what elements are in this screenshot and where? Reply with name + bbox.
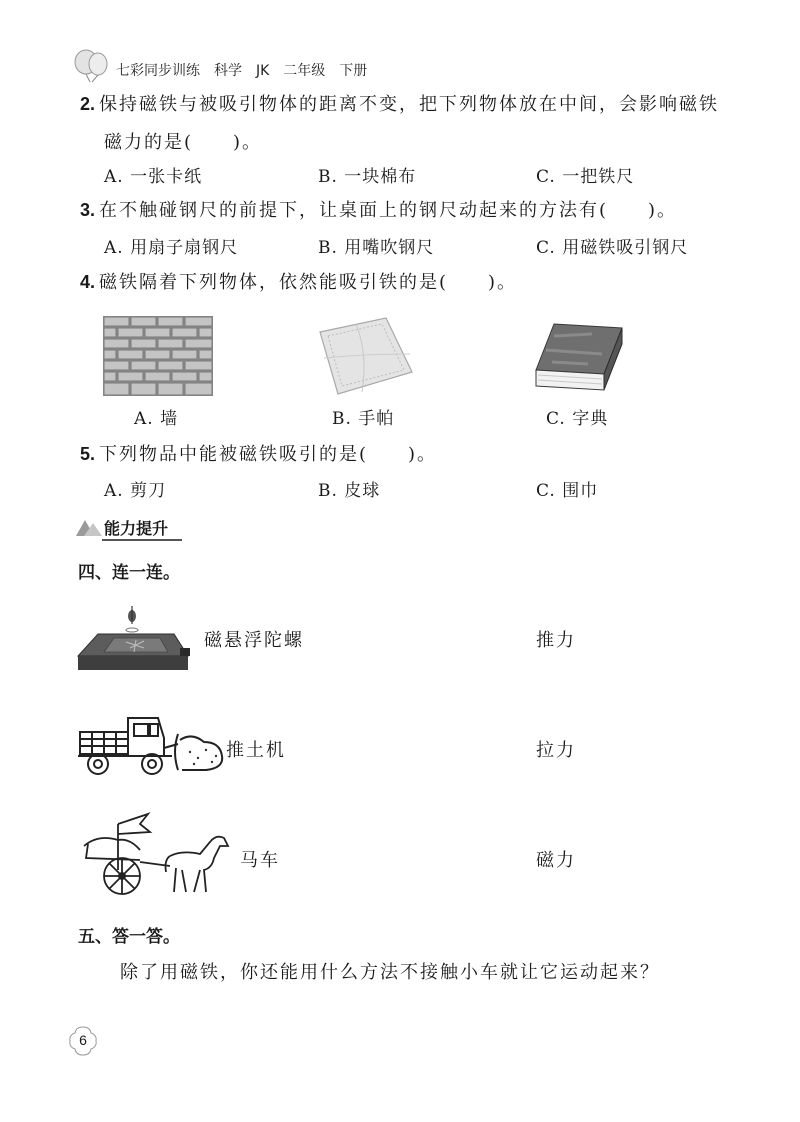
- q2-option-a[interactable]: A. 一张卡纸: [104, 167, 203, 187]
- handkerchief-image: [316, 314, 416, 398]
- q4-option-c[interactable]: C. 字典: [546, 409, 609, 429]
- question-3: [80, 196, 677, 222]
- section-5-question: 除了用磁铁，你还能用什么方法不接触小车就让它运动起来？: [120, 962, 660, 983]
- section-5-title: 五、答一答。: [78, 927, 180, 947]
- match-right-2[interactable]: 拉力: [536, 740, 576, 761]
- question-4: [80, 268, 517, 294]
- q3-option-b[interactable]: B. 用嘴吹钢尺: [318, 238, 435, 258]
- question-number: 3.: [80, 200, 96, 220]
- header-title: 七彩同步训练 科学 JK 二年级 下册: [116, 63, 368, 79]
- q5-option-b[interactable]: B. 皮球: [318, 481, 381, 501]
- balloon-logo-icon: [72, 48, 112, 84]
- match-left-1[interactable]: 磁悬浮陀螺: [204, 630, 304, 651]
- match-left-2[interactable]: 推土机: [226, 740, 286, 761]
- match-right-3[interactable]: 磁力: [536, 850, 576, 871]
- dictionary-image: [532, 320, 624, 396]
- question-2-line2: 磁力的是( )。: [104, 132, 263, 153]
- q3-option-a[interactable]: A. 用扇子扇钢尺: [104, 238, 239, 258]
- question-text: 下列物品中能被磁铁吸引的是( )。: [99, 444, 438, 465]
- title-underline: [102, 539, 182, 541]
- horse-carriage-image: [78, 810, 238, 902]
- q2-option-c[interactable]: C. 一把铁尺: [536, 167, 635, 187]
- brick-wall-image: [103, 316, 213, 396]
- section-4-title: 四、连一连。: [78, 563, 180, 583]
- question-number: 2.: [80, 94, 96, 114]
- q4-option-a[interactable]: A. 墙: [134, 409, 179, 429]
- page-number: 6: [79, 1032, 87, 1048]
- question-number: 5.: [80, 444, 96, 464]
- question-2: [80, 90, 719, 116]
- page-number-badge: [66, 1024, 100, 1058]
- q3-option-c[interactable]: C. 用磁铁吸引钢尺: [536, 238, 689, 258]
- mountain-icon: [76, 516, 102, 538]
- q5-option-a[interactable]: A. 剪刀: [104, 481, 167, 501]
- match-left-3[interactable]: 马车: [240, 850, 280, 871]
- q2-option-b[interactable]: B. 一块棉布: [318, 167, 417, 187]
- question-5: [80, 440, 437, 466]
- bulldozer-image: [74, 712, 234, 778]
- question-number: 4.: [80, 272, 96, 292]
- maglev-top-image: [74, 600, 194, 676]
- question-text: 在不触碰钢尺的前提下，让桌面上的钢尺动起来的方法有( )。: [99, 200, 678, 221]
- ability-title: 能力提升: [104, 519, 169, 538]
- match-right-1[interactable]: 推力: [536, 630, 576, 651]
- question-text: 保持磁铁与被吸引物体的距离不变，把下列物体放在中间，会影响磁铁: [99, 94, 720, 115]
- q5-option-c[interactable]: C. 围巾: [536, 481, 599, 501]
- q4-option-b[interactable]: B. 手帕: [332, 409, 395, 429]
- question-text: 磁铁隔着下列物体，依然能吸引铁的是( )。: [99, 272, 518, 293]
